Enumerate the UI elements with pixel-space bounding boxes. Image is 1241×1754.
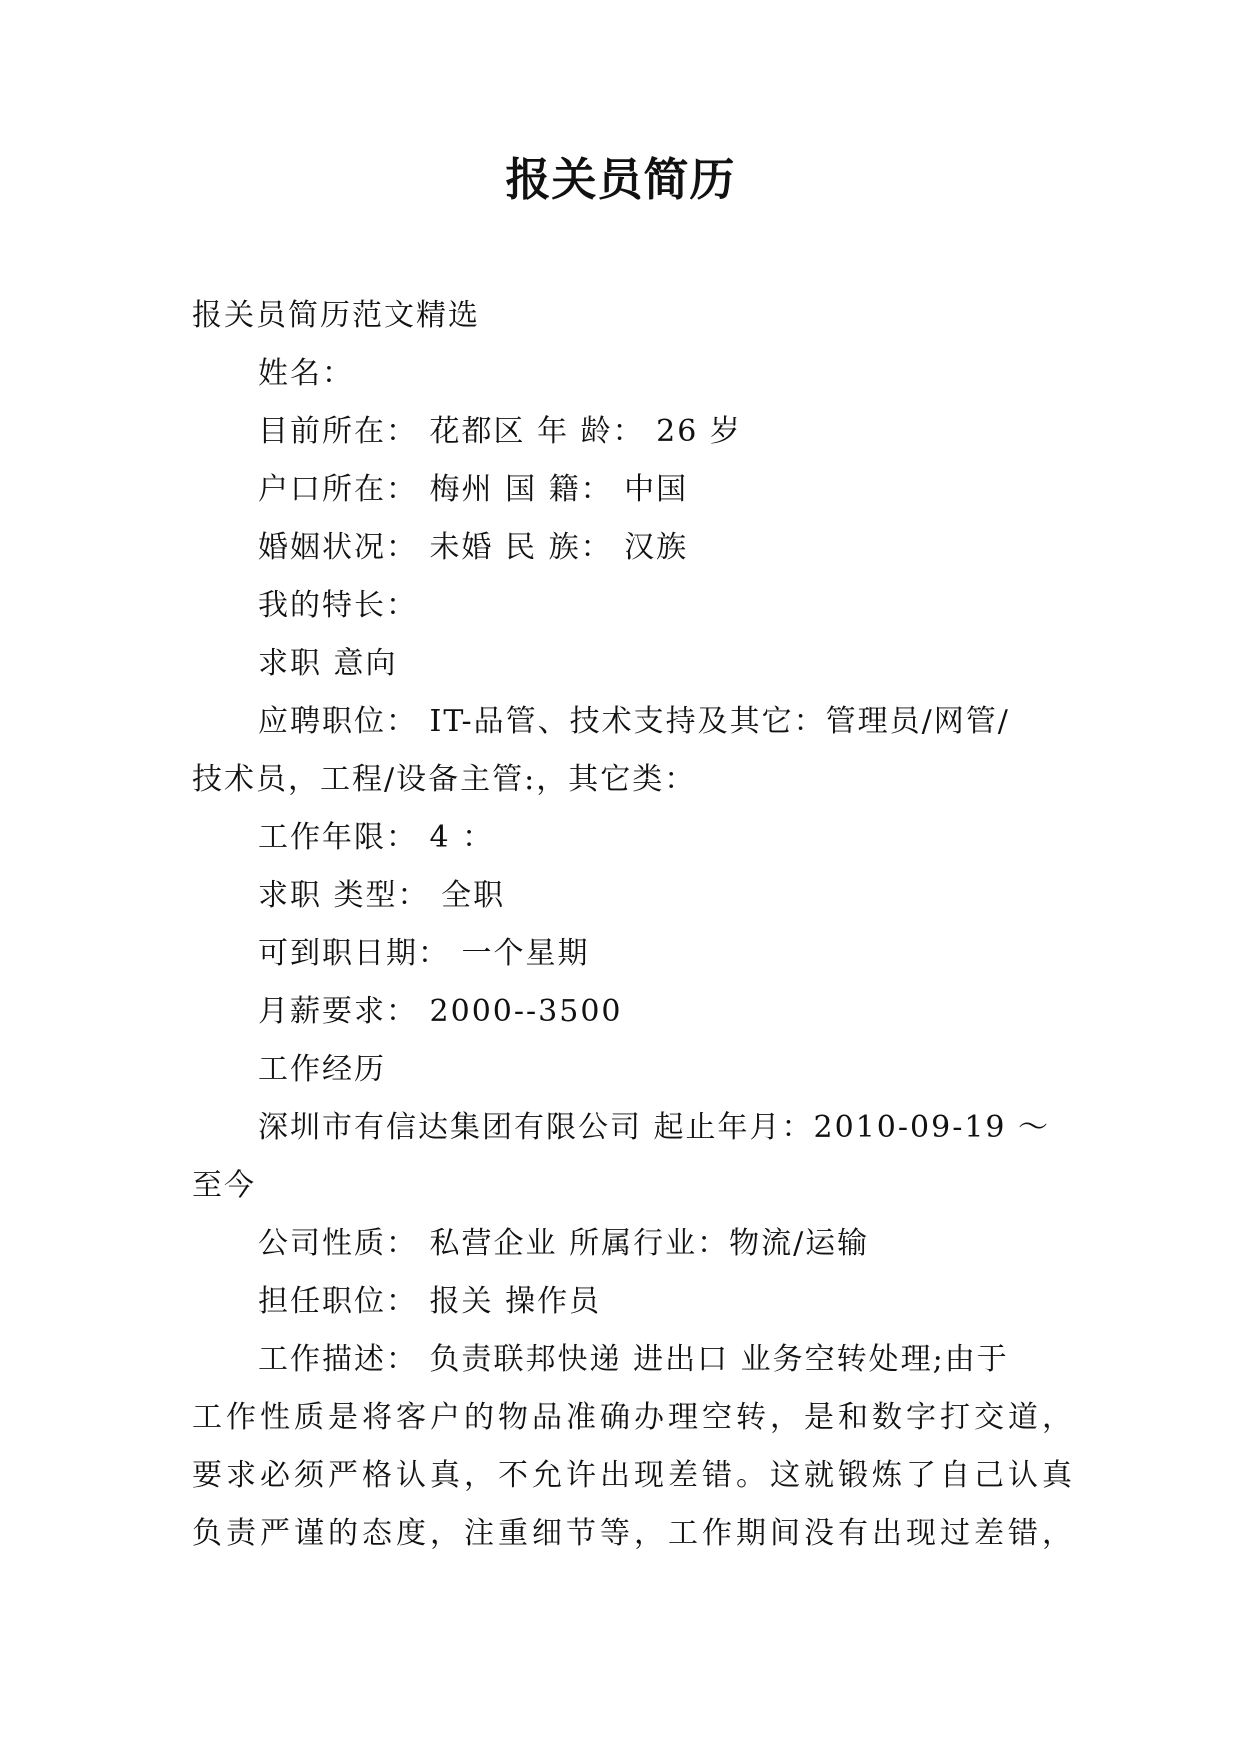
position-held-line: 担任职位： 报关 操作员 bbox=[258, 1284, 602, 1319]
company-line: 深圳市有信达集团有限公司 起止年月：2010-09-19 ～ bbox=[258, 1110, 1051, 1145]
work-years-line: 工作年限： 4 ： bbox=[258, 820, 495, 855]
specialty-line: 我的特长： bbox=[258, 588, 418, 623]
intro-line: 报关员简历范文精选 bbox=[192, 298, 480, 333]
available-date-line: 可到职日期： 一个星期 bbox=[258, 936, 590, 971]
job-description-line-2: 工作性质是将客户的物品准确办理空转，是和数字打交道， bbox=[192, 1400, 1076, 1435]
job-intention-heading: 求职 意向 bbox=[258, 646, 398, 681]
applied-position-line: 应聘职位： IT-品管、技术支持及其它：管理员/网管/ bbox=[258, 704, 1010, 739]
marital-ethnicity-line: 婚姻状况： 未婚 民 族： 汉族 bbox=[258, 530, 689, 565]
applied-position-line-cont: 技术员，工程/设备主管:，其它类： bbox=[192, 762, 697, 797]
job-description-line-4: 负责严谨的态度，注重细节等，工作期间没有出现过差错， bbox=[192, 1516, 1076, 1551]
work-experience-heading: 工作经历 bbox=[258, 1052, 386, 1087]
job-description-line: 工作描述： 负责联邦快递 进出口 业务空转处理;由于 bbox=[258, 1342, 1009, 1377]
job-type-line: 求职 类型： 全职 bbox=[258, 878, 506, 913]
salary-line: 月薪要求： 2000--3500 bbox=[258, 994, 623, 1029]
hukou-nationality-line: 户口所在： 梅州 国 籍： 中国 bbox=[258, 472, 689, 507]
location-age-line: 目前所在： 花都区 年 龄： 26 岁 bbox=[258, 414, 742, 449]
name-field: 姓名： bbox=[258, 356, 354, 391]
company-nature-line: 公司性质： 私营企业 所属行业：物流/运输 bbox=[258, 1226, 870, 1261]
company-line-cont: 至今 bbox=[192, 1168, 256, 1203]
job-description-line-3: 要求必须严格认真，不允许出现差错。这就锻炼了自己认真 bbox=[192, 1458, 1076, 1493]
page-title: 报关员简历 bbox=[505, 153, 736, 206]
